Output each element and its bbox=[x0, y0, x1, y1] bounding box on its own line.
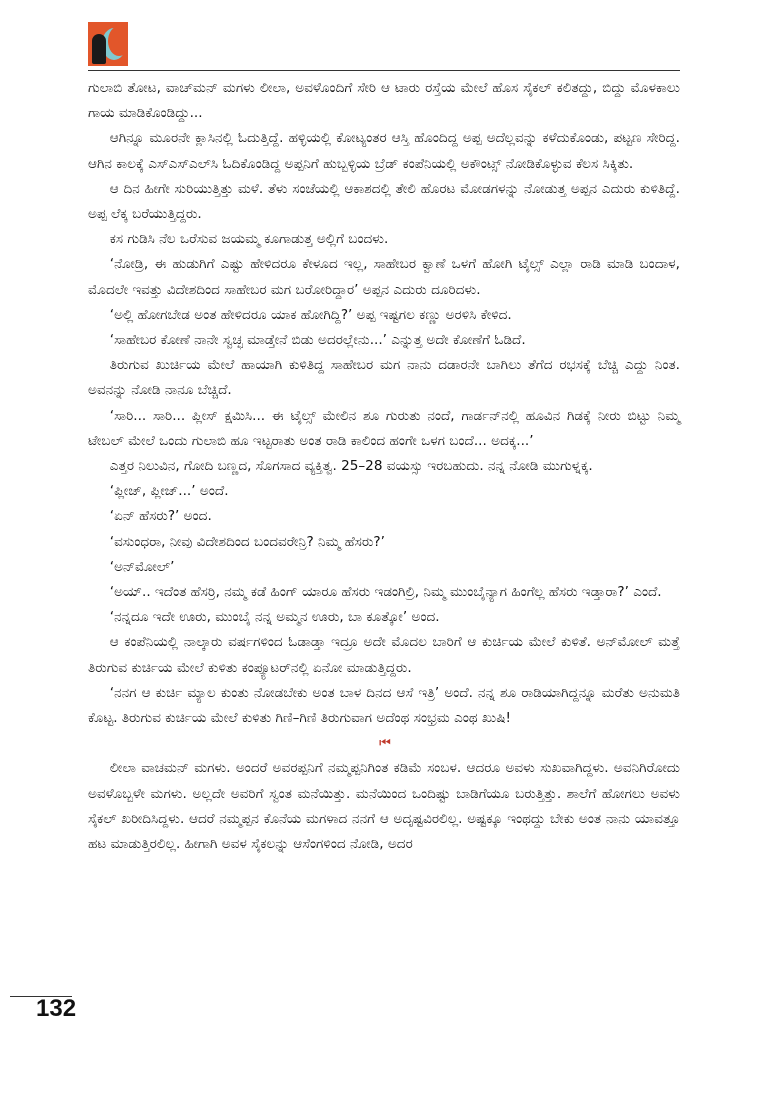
paragraph: ಕಸ ಗುಡಿಸಿ ನೆಲ ಒರೆಸುವ ಜಯಮ್ಮ ಕೂಗಾಡುತ್ತ ಅಲ್ಲಿಗೆ ಬಂದಳು. bbox=[109, 231, 389, 248]
paragraph: ‘ನನಗ ಆ ಕುರ್ಚಿ ಮ್ಯಾಲ ಕುಂತು ನೋಡಬೇಕು ಅಂತ ಬಾಳ ದಿನದ ಆಸೆ ಇತ್ರಿ’ ಅಂದೆ. ನನ್ನ ಶೂ ರಾಡಿಯಾಗಿದ್ದನ್ನೂ ಮರೆತು ಅನುಮತಿ ಕೊಟ್ಟ. ತಿರುಗುವ ಕುರ್ಚಿಯ ಮೇಲೆ ಕುಳಿತು ಗಿಣಿ–ಗಿಣಿ ತಿರುಗುವಾಗ ಅದೆಂಥ ಸಂಭ್ರಮ ಎಂಥ ಖುಷಿ! bbox=[88, 684, 680, 727]
paragraph: ‘ವಸುಂಧರಾ, ನೀವು ವಿದೇಶದಿಂದ ಬಂದವರೇನ್ರಿ? ನಿಮ್ಮ ಹೆಸರು?’ bbox=[109, 533, 385, 550]
paragraph: ‘ನನ್ನದೂ ಇದೇ ಊರು, ಮುಂಬೈ ನನ್ನ ಅಮ್ಮನ ಊರು, ಬಾ ಕೂತ್ಕೋ’ ಅಂದ. bbox=[109, 609, 440, 626]
paragraph: ಆಗಿನ್ನೂ ಮೂರನೇ ಕ್ಲಾಸಿನಲ್ಲಿ ಓದುತ್ತಿದ್ದೆ. ಹಳ್ಳಿಯಲ್ಲಿ ಕೋಟ್ಯಂತರ ಆಸ್ತಿ ಹೊಂದಿದ್ದ ಅಪ್ಪ ಅದೆಲ್ಲವನ್ನು ಕಳೆದುಕೊಂಡು, ಪಟ್ಟಣ ಸೇರಿದ್ದ. ಆಗಿನ ಕಾಲಕ್ಕೆ ಎಸ್‌ಎಸ್‌ಎಲ್‌ಸಿ ಓದಿಕೊಂಡಿದ್ದ ಅಪ್ಪನಿಗೆ ಹುಬ್ಬಳ್ಳಿಯ ಬ್ರೆಡ್ ಕಂಪೆನಿಯಲ್ಲಿ ಅಕೌಂಟ್ಸ್ ನೋಡಿಕೊಳ್ಳುವ ಕೆಲಸ ಸಿಕ್ಕಿತು. bbox=[88, 130, 680, 172]
paragraph: ಎತ್ತರ ನಿಲುವಿನ, ಗೋದಿ ಬಣ್ಣದ, ಸೊಗಸಾದ ವ್ಯಕ್ತಿತ್ವ. 25–28 ವಯಸ್ಸು ಇರಬಹುದು. ನನ್ನ ನೋಡಿ ಮುಗುಳ್ನಕ್ಕ. bbox=[109, 458, 593, 475]
paragraph: ತಿರುಗುವ ಖುರ್ಚಿಯ ಮೇಲೆ ಹಾಯಾಗಿ ಕುಳಿತಿದ್ದ ಸಾಹೇಬರ ಮಗ ನಾನು ದಡಾರನೇ ಬಾಗಿಲು ತೆಗೆದ ರಭಸಕ್ಕೆ ಬೆಚ್ಚಿ ಎದ್ದು ನಿಂತ. ಅವನನ್ನು ನೋಡಿ ನಾನೂ ಬೆಚ್ಚಿದೆ. bbox=[88, 357, 680, 399]
paragraph: ‘ಪ್ಲೀಜ್, ಪ್ಲೀಜ್...’ ಅಂದೆ. bbox=[109, 483, 229, 500]
paragraph: ಲೀಲಾ ವಾಚಮನ್ ಮಗಳು. ಅಂದರೆ ಅವರಪ್ಪನಿಗೆ ನಮ್ಮಪ್ಪನಿಗಿಂತ ಕಡಿಮೆ ಸಂಬಳ. ಆದರೂ ಅವಳು ಸುಖವಾಗಿದ್ದಳು. ಅವನಿಗಿರೋದು ಅವಳೊಬ್ಬಳೇ ಮಗಳು. ಅಲ್ಲದೇ ಅವರಿಗೆ ಸ್ವಂತ ಮನೆಯಿತ್ತು. ಮನೆಯಿಂದ ಒಂದಿಷ್ಟು ಬಾಡಿಗೆಯೂ ಬರುತ್ತಿತ್ತು. ಶಾಲೆಗೆ ಹೋಗಲು ಅವಳು ಸೈಕಲ್ ಖರೀದಿಸಿದ್ದಳು. ಆದರೆ ನಮ್ಮಪ್ಪನ ಕೊನೆಯ ಮಗಳಾದ ನನಗೆ ಆ ಅದೃಷ್ಟವಿರಲಿಲ್ಲ. ಅಷ್ಟಕ್ಕೂ ಇಂಥದ್ದು ಬೇಕು ಅಂತ ನಾನು ಯಾವತ್ತೂ ಹಟ ಮಾಡುತ್ತಿರಲಿಲ್ಲ. ಹೀಗಾಗಿ ಅವಳ ಸೈಕಲನ್ನು ಆಸೆಂಗಳಿಂದ ನೋಡಿ, ಅದರ bbox=[88, 760, 680, 853]
paragraph: ‘ಅನ್‌ಮೋಲ್’ bbox=[109, 558, 175, 575]
paragraph: ಆ ಕಂಪೆನಿಯಲ್ಲಿ ನಾಲ್ಕಾರು ವರ್ಷಗಳಿಂದ ಓಡಾಡ್ತಾ ಇದ್ರೂ ಅದೇ ಮೊದಲ ಬಾರಿಗೆ ಆ ಕುರ್ಚಿಯ ಮೇಲೆ ಕುಳಿತೆ. ಅನ್‌ಮೋಲ್ ಮತ್ತೆ ತಿರುಗುವ ಕುರ್ಚಿಯ ಮೇಲೆ ಕುಳಿತು ಕಂಪ್ಯೂಟರ್‌ನಲ್ಲಿ ಏನೋ ಮಾಡುತ್ತಿದ್ದರು. bbox=[88, 634, 680, 676]
section-break-icon: ⏮ bbox=[379, 736, 389, 752]
paragraph: ‘ಅಲ್ಲಿ ಹೋಗಬೇಡ ಅಂತ ಹೇಳಿದರೂ ಯಾಕ ಹೋಗಿದ್ದಿ?’ ಅಪ್ಪ ಇಷ್ಟಗಲ ಕಣ್ಣು ಅರಳಿಸಿ ಕೇಳಿದ. bbox=[109, 306, 512, 323]
paragraph: ‘ಸಾರಿ... ಸಾರಿ... ಪ್ಲೀಸ್ ಕ್ಷಮಿಸಿ... ಈ ಟೈಲ್ಸ್ ಮೇಲಿನ ಶೂ ಗುರುತು ನಂದೆ, ಗಾರ್ಡನ್‌ನಲ್ಲಿ ಹೂವಿನ ಗಿಡಕ್ಕೆ ನೀರು ಬಿಟ್ಟು ನಿಮ್ಮ ಟೇಬಲ್ ಮೇಲೆ ಒಂದು ಗುಲಾಬಿ ಹೂ ಇಟ್ಟರಾತು ಅಂತ ರಾಡಿ ಕಾಲಿಂದ ಹಂಗೇ ಒಳಗ ಬಂದೆ... ಅದಕ್ಕ...’ bbox=[88, 407, 680, 449]
paragraph: ಆ ದಿನ ಹೀಗೇ ಸುರಿಯುತ್ತಿತ್ತು ಮಳೆ. ತೆಳು ಸಂಜೆಯಲ್ಲಿ ಆಕಾಶದಲ್ಲಿ ತೇಲಿ ಹೊರಟ ಮೋಡಗಳನ್ನು ನೋಡುತ್ತ ಅಪ್ಪನ ಎದುರು ಕುಳಿತಿದ್ದೆ. ಅಪ್ಪ ಲೆಕ್ಕ ಬರೆಯುತ್ತಿದ್ದರು. bbox=[88, 180, 680, 223]
paragraph: ‘ಅಯ್.. ಇದೆಂತ ಹೆಸರ್ರಿ, ನಮ್ಮ ಕಡೆ ಹಿಂಗ್ ಯಾರೂ ಹೆಸರು ಇಡಂಗಿಲ್ರಿ, ನಿಮ್ಮ ಮುಂಬೈನ್ಯಾಗ ಹಿಂಗೆಲ್ಲ ಹೆಸರು ಇಡ್ತಾರಾ?’ ಎಂದೆ. bbox=[109, 584, 662, 601]
story-body bbox=[88, 76, 680, 857]
paragraph: ಗುಲಾಬಿ ತೋಟ, ವಾಚ್‌ಮನ್ ಮಗಳು ಲೀಲಾ, ಅವಳೊಂದಿಗೆ ಸೇರಿ ಆ ಟಾರು ರಸ್ತೆಯ ಮೇಲೆ ಹೊಸ ಸೈಕಲ್ ಕಲಿತದ್ದು, ಬಿದ್ದು ಮೊಳಕಾಲು ಗಾಯ ಮಾಡಿಕೊಂಡಿದ್ದು... bbox=[88, 80, 680, 122]
page-number: 132 bbox=[36, 995, 77, 1022]
paragraph: ‘ಸಾಹೇಬರ ಕೋಣೆ ನಾನೇ ಸ್ವಚ್ಛ ಮಾಡ್ತೇನೆ ಬಿಡು ಅದರಲ್ಲೇನು...’ ಎನ್ನುತ್ತ ಅದೇ ಕೋಣೆಗೆ ಓಡಿದೆ. bbox=[109, 332, 526, 349]
magazine-logo bbox=[88, 22, 128, 66]
header-divider bbox=[88, 70, 680, 71]
woman-silhouette-icon bbox=[92, 34, 106, 64]
paragraph: ‘ನೋಡ್ರಿ, ಈ ಹುಡುಗಿಗೆ ಎಷ್ಟು ಹೇಳಿದರೂ ಕೇಳೂದ ಇಲ್ಲ, ಸಾಹೇಬರ ಕ್ವಾಣೆ ಒಳಗೆ ಹೋಗಿ ಟೈಲ್ಸ್ ಎಲ್ಲಾ ರಾಡಿ ಮಾಡಿ ಬಂದಾಳ, ಮೊದಲೇ ಇವತ್ತು ವಿದೇಶದಿಂದ ಸಾಹೇಬರ ಮಗ ಬರೋರಿದ್ದಾರ’ ಅಪ್ಪನ ಎದುರು ದೂರಿದಳು. bbox=[88, 256, 680, 298]
paragraph: ‘ಏನ್ ಹೆಸರು?’ ಅಂದ. bbox=[109, 508, 212, 525]
